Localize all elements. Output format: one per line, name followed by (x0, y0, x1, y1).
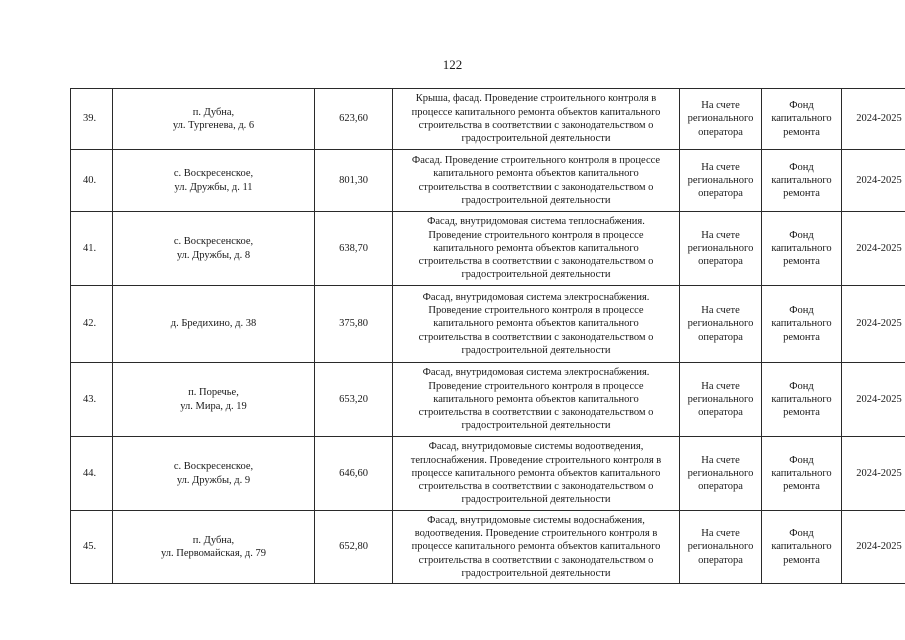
fund-location-cell-line: На счете (701, 454, 740, 466)
work-description-cell-line: градостроительной деятельности (461, 194, 611, 206)
funding-source-cell (762, 511, 842, 584)
funding-source-cell-line: капитального (771, 318, 832, 330)
address-cell (113, 437, 315, 511)
table-row (71, 437, 905, 511)
fund-location-cell-line: оператора (698, 407, 743, 419)
work-description-cell (393, 511, 680, 584)
work-description-cell-line: строительства в соответствии с законодательством о (418, 181, 654, 193)
funding-source-cell-line: ремонта (783, 256, 820, 268)
funding-source-cell-line: капитального (771, 174, 832, 186)
funding-source-cell-line: капитального (771, 242, 832, 254)
row-number: 44. (71, 437, 113, 511)
work-description-cell-line: Фасад, внутридомовая система электроснабжения. (422, 291, 650, 303)
table-row (71, 363, 905, 437)
work-description-cell-line: градостроительной деятельности (461, 420, 611, 432)
fund-location-cell-line: регионального (687, 393, 754, 405)
address-cell-line: п. Поречье, (188, 387, 239, 399)
work-description-cell (393, 89, 680, 150)
row-number: 41. (71, 212, 113, 286)
funding-source-cell (762, 363, 842, 437)
area-cell: 652,80 (315, 511, 393, 584)
address-cell (113, 212, 315, 286)
funding-source-cell-line: Фонд (789, 100, 814, 112)
work-description-cell-line: Фасад. Проведение строительного контроля в процессе (411, 154, 661, 166)
funding-source-cell-line: Фонд (789, 161, 814, 173)
work-description-cell (393, 150, 680, 212)
work-description-cell-line: Фасад, внутридомовые системы водоснабжения, (427, 514, 645, 526)
area-cell: 653,20 (315, 363, 393, 437)
address-cell-line: п. Дубна, (192, 534, 235, 546)
address-cell-line: ул. Тургенева, д. 6 (172, 120, 255, 131)
address-cell (113, 363, 315, 437)
table-row (71, 286, 905, 363)
works-table (70, 88, 905, 584)
fund-location-cell (680, 437, 762, 511)
funding-source-cell (762, 286, 842, 363)
address-cell-line: ул. Мира, д. 19 (180, 400, 247, 412)
funding-source-cell-line: Фонд (789, 305, 814, 317)
address-cell-line: ул. Первомайская, д. 79 (161, 548, 266, 559)
table-row (71, 150, 905, 212)
fund-location-cell-line: регионального (687, 113, 754, 125)
funding-source-cell (762, 437, 842, 511)
fund-location-cell-line: На счете (701, 528, 740, 540)
table-row (71, 212, 905, 286)
funding-source-cell-line: ремонта (783, 126, 820, 138)
funding-source-cell-line: ремонта (783, 331, 820, 343)
work-description-cell-line: строительства в соответствии с законодательством о (418, 331, 654, 343)
area-cell: 638,70 (315, 212, 393, 286)
fund-location-cell (680, 89, 762, 150)
period-cell: 2024-2025 (842, 363, 905, 437)
work-description-cell-line: теплоснабжения. Проведение строительного контроля в (410, 454, 662, 466)
funding-source-cell-line: ремонта (783, 188, 820, 200)
work-description-cell-line: градостроительной деятельности (461, 133, 611, 145)
work-description-cell-line: Крыша, фасад. Проведение строительного контроля в (415, 93, 657, 105)
fund-location-cell-line: оператора (698, 126, 743, 138)
work-description-cell (393, 437, 680, 511)
work-description-cell-line: капитального ремонта объектов капитального (433, 242, 639, 254)
funding-source-cell-line: капитального (771, 393, 832, 405)
fund-location-cell-line: На счете (701, 305, 740, 317)
fund-location-cell-line: оператора (698, 256, 743, 268)
address-cell-line: ул. Дружбы, д. 11 (174, 181, 253, 193)
table-body (71, 89, 905, 584)
work-description-cell-line: Проведение строительного контроля в процессе (428, 229, 644, 241)
address-cell (113, 286, 315, 363)
fund-location-cell-line: На счете (701, 161, 740, 173)
row-number: 39. (71, 89, 113, 150)
work-description-cell-line: водоотведения. Проведение строительного контроля в (414, 528, 658, 540)
work-description-cell-line: градостроительной деятельности (461, 344, 611, 356)
area-cell: 623,60 (315, 89, 393, 150)
work-description-cell (393, 286, 680, 363)
work-description-cell-line: строительства в соответствии с законодательством о (418, 481, 654, 493)
work-description-cell-line: градостроительной деятельности (461, 494, 611, 506)
funding-source-cell-line: Фонд (789, 380, 814, 392)
funding-source-cell-line: Фонд (789, 229, 814, 241)
work-description-cell-line: Фасад, внутридомовая система электроснабжения. (422, 367, 650, 379)
address-cell (113, 150, 315, 212)
fund-location-cell (680, 286, 762, 363)
funding-source-cell-line: Фонд (789, 454, 814, 466)
funding-source-cell-line: ремонта (783, 481, 820, 493)
funding-source-cell (762, 89, 842, 150)
row-number: 42. (71, 286, 113, 363)
address-cell-line: с. Воскресенское, (173, 461, 254, 473)
fund-location-cell (680, 363, 762, 437)
work-description-cell-line: Проведение строительного контроля в процессе (428, 305, 644, 317)
work-description-cell (393, 363, 680, 437)
funding-source-cell (762, 212, 842, 286)
address-cell-line: с. Воскресенское, (173, 168, 254, 180)
work-description-cell-line: процессе капитального ремонта объектов капитального (411, 541, 661, 553)
area-cell: 801,30 (315, 150, 393, 212)
work-description-cell-line: Фасад, внутридомовые системы водоотведения, (428, 441, 644, 453)
fund-location-cell-line: регионального (687, 467, 754, 479)
fund-location-cell (680, 150, 762, 212)
area-cell: 375,80 (315, 286, 393, 363)
period-cell: 2024-2025 (842, 89, 905, 150)
address-cell-line: ул. Дружбы, д. 9 (176, 474, 251, 486)
fund-location-cell-line: На счете (701, 380, 740, 392)
fund-location-cell-line: регионального (687, 174, 754, 186)
fund-location-cell-line: регионального (687, 541, 754, 553)
address-cell (113, 511, 315, 584)
work-description-cell-line: градостроительной деятельности (461, 567, 611, 579)
period-cell: 2024-2025 (842, 212, 905, 286)
table-row (71, 511, 905, 584)
page-number: 122 (442, 57, 463, 72)
funding-source-cell-line: капитального (771, 541, 832, 553)
table-row (71, 89, 905, 150)
address-cell-line: ул. Дружбы, д. 8 (176, 249, 251, 261)
work-description-cell-line: строительства в соответствии с законодательством о (418, 407, 654, 419)
work-description-cell-line: градостроительной деятельности (461, 269, 611, 281)
row-number: 40. (71, 150, 113, 212)
address-cell (113, 89, 315, 150)
fund-location-cell-line: оператора (698, 188, 743, 200)
work-description-cell-line: процессе капитального ремонта объектов капитального (411, 467, 661, 479)
funding-source-cell-line: ремонта (783, 407, 820, 419)
address-cell-line: д. Бредихино, д. 38 (170, 318, 257, 330)
funding-source-cell-line: ремонта (783, 554, 820, 566)
fund-location-cell-line: оператора (698, 331, 743, 343)
funding-source-cell-line: капитального (771, 113, 832, 125)
work-description-cell-line: капитального ремонта объектов капитального (433, 393, 639, 405)
work-description-cell-line: Фасад, внутридомовая система теплоснабжения. (427, 216, 645, 228)
work-description-cell-line: строительства в соответствии с законодательством о (418, 120, 654, 131)
fund-location-cell-line: оператора (698, 481, 743, 493)
work-description-cell-line: капитального ремонта объектов капитального (433, 168, 639, 180)
fund-location-cell-line: На счете (701, 100, 740, 112)
address-cell-line: п. Дубна, (192, 106, 235, 118)
fund-location-cell-line: оператора (698, 554, 743, 566)
work-description-cell-line: строительства в соответствии с законодательством о (418, 554, 654, 566)
work-description-cell-line: процессе капитального ремонта объектов капитального (411, 106, 661, 118)
work-description-cell (393, 212, 680, 286)
fund-location-cell-line: регионального (687, 242, 754, 254)
area-cell: 646,60 (315, 437, 393, 511)
row-number: 45. (71, 511, 113, 584)
funding-source-cell-line: Фонд (789, 528, 814, 540)
fund-location-cell (680, 212, 762, 286)
period-cell: 2024-2025 (842, 437, 905, 511)
period-cell: 2024-2025 (842, 286, 905, 363)
fund-location-cell-line: регионального (687, 318, 754, 330)
funding-source-cell-line: капитального (771, 467, 832, 479)
funding-source-cell (762, 150, 842, 212)
period-cell: 2024-2025 (842, 511, 905, 584)
period-cell: 2024-2025 (842, 150, 905, 212)
work-description-cell-line: Проведение строительного контроля в процессе (428, 380, 644, 392)
work-description-cell-line: капитального ремонта объектов капитального (433, 318, 639, 330)
row-number: 43. (71, 363, 113, 437)
work-description-cell-line: строительства в соответствии с законодательством о (418, 256, 654, 268)
fund-location-cell-line: На счете (701, 229, 740, 241)
fund-location-cell (680, 511, 762, 584)
address-cell-line: с. Воскресенское, (173, 236, 254, 248)
